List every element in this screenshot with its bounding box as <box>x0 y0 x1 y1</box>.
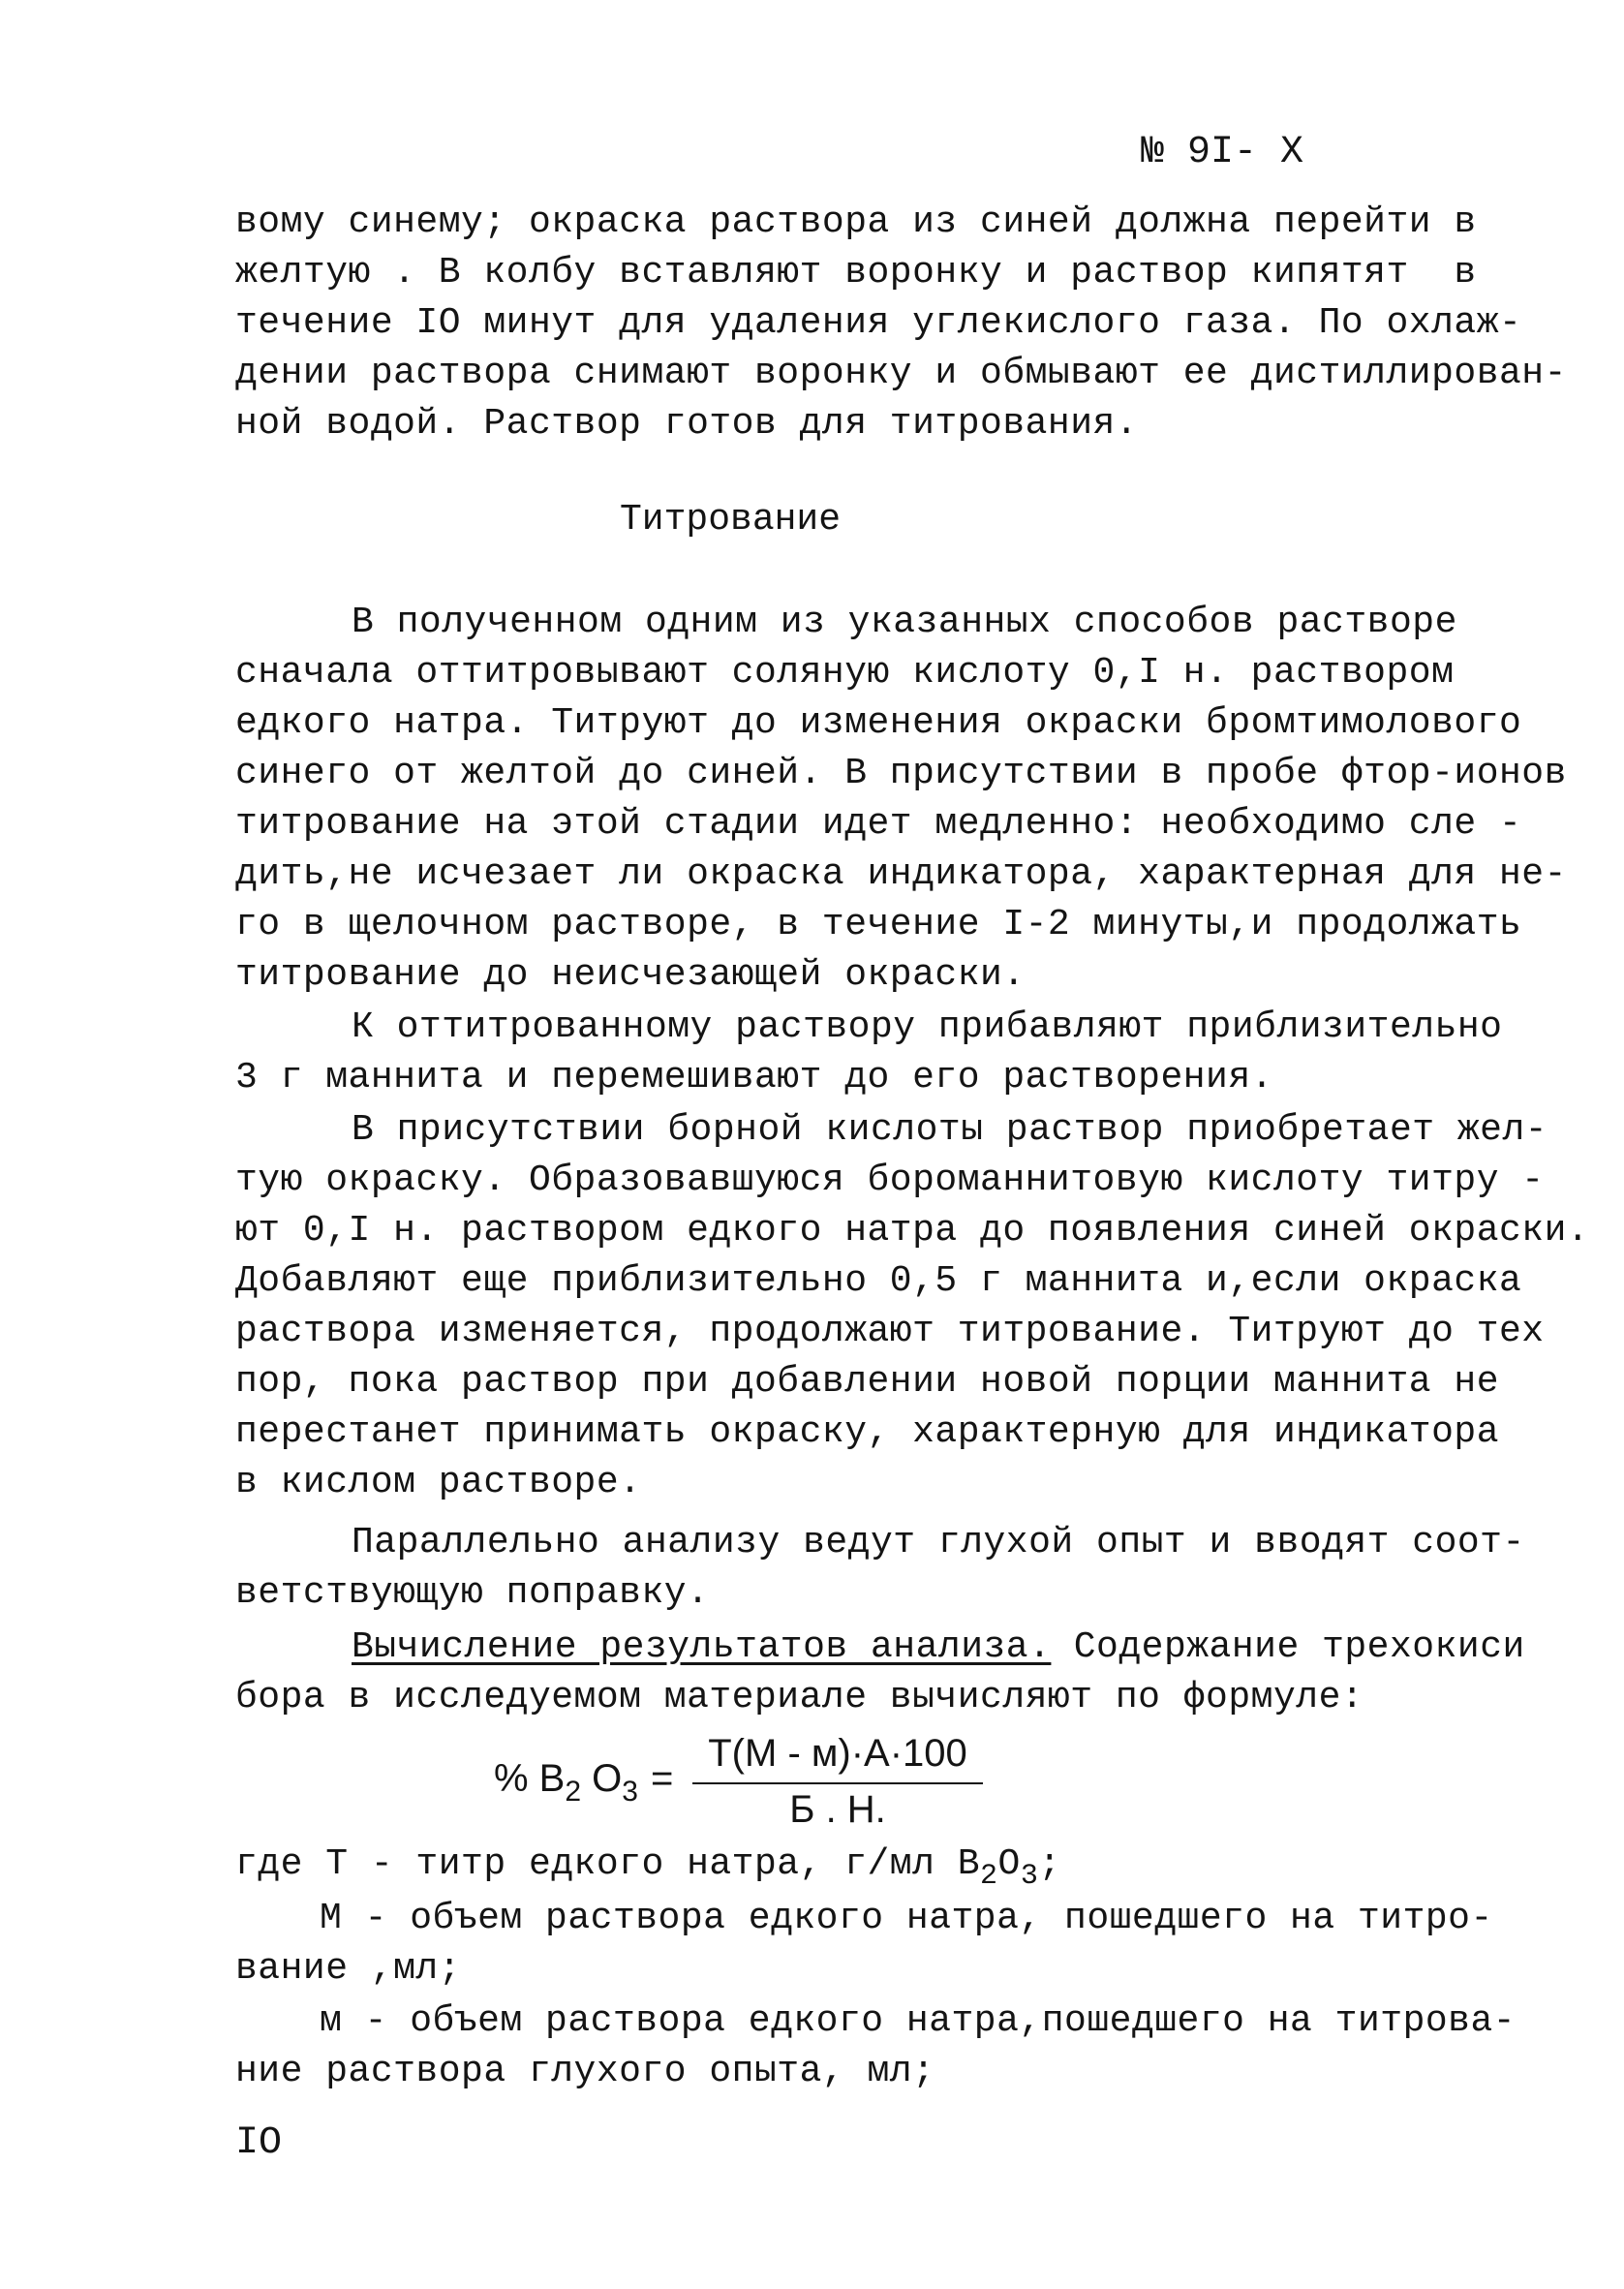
definition-t-mid: O <box>997 1843 1021 1885</box>
text-line: титрование на этой стадии идет медленно: необходимо сле - <box>235 803 1522 845</box>
definition-m-big: М - объем раствора едкого натра, пошедшего на титро- <box>320 1898 1493 1939</box>
formula-lhs-prefix: % B <box>494 1757 566 1800</box>
text-line: Параллельно анализу ведут глухой опыт и вводят соот- <box>352 1522 1525 1563</box>
definition-m-big-cont: вание ,мл; <box>235 1948 462 1990</box>
text-line: вому синему; окраска раствора из синей должна перейти в <box>235 201 1477 243</box>
text-line: едкого натра. Титруют до изменения окраски бромтимолового <box>235 702 1522 744</box>
text-line: течение IO минут для удаления углекислого газа. По охлаж- <box>235 302 1522 344</box>
text-line: 3 г маннита и перемешивают до его растворения. <box>235 1057 1273 1098</box>
definition-t-sub1: 2 <box>980 1860 998 1893</box>
text-line: ной водой. Раствор готов для титрования. <box>235 403 1139 445</box>
text-line: пор, пока раствор при добавлении новой порции маннита не <box>235 1361 1500 1403</box>
text-line: дить,не исчезает ли окраска индикатора, характерная для не- <box>235 853 1567 895</box>
definition-m-small: м - объем раствора едкого натра,пошедшего на титрова- <box>320 2000 1517 2042</box>
text-line: раствора изменяется, продолжают титрование. Титруют до тех <box>235 1311 1545 1352</box>
definition-t <box>235 1840 1061 1901</box>
definition-t-end: ; <box>1038 1843 1061 1885</box>
text-line: титрование до неисчезающей окраски. <box>235 954 1026 996</box>
text-line: синего от желтой до синей. В присутствии в пробе фтор-ионов <box>235 753 1567 794</box>
text-line: в кислом растворе. <box>235 1462 642 1503</box>
text-line: го в щелочном растворе, в течение I-2 минуты,и продолжать <box>235 904 1522 945</box>
formula-lhs-mid: O <box>581 1757 623 1800</box>
calc-line <box>352 1624 1525 1672</box>
text-line: ветствующую поправку. <box>235 1572 710 1614</box>
text-line: В присутствии борной кислоты раствор приобретает жел- <box>352 1109 1548 1151</box>
calc-line-rest: Содержание трехокиси <box>1051 1626 1525 1668</box>
formula-lhs <box>494 1757 638 1809</box>
definition-m-small-cont: ние раствора глухого опыта, мл; <box>235 2051 935 2092</box>
text-line: сначала оттитровывают соляную кислоту 0,I н. раствором <box>235 652 1455 694</box>
page-number: IO <box>235 2121 283 2165</box>
text-line: Добавляют еще приблизительно 0,5 г маннита и,если окраска <box>235 1260 1522 1302</box>
section-heading: Титрование <box>620 499 842 541</box>
formula-lhs-sub2: 3 <box>622 1776 638 1808</box>
text-line: желтую . В колбу вставляют воронку и раствор кипятят в <box>235 252 1477 294</box>
calc-heading: Вычисление результатов анализа. <box>352 1626 1052 1668</box>
text-line: бора в исследуемом материале вычисляют по формуле: <box>235 1677 1364 1718</box>
definition-t-sub2: 3 <box>1020 1860 1039 1893</box>
document-number: № 9I- X <box>1141 131 1304 174</box>
formula <box>494 1732 997 1848</box>
text-line: дении раствора снимают воронку и обмывают ее дистиллирован- <box>235 353 1567 394</box>
definition-t-text: где Т - титр едкого натра, г/мл B <box>235 1843 981 1885</box>
text-line: перестанет принимать окраску, характерную для индикатора <box>235 1411 1500 1453</box>
text-line: К оттитрованному раствору прибавляют приблизительно <box>352 1006 1503 1048</box>
formula-denominator: Б . Н. <box>789 1788 886 1831</box>
text-line: В полученном одним из указанных способов растворе <box>352 602 1457 643</box>
formula-equals: = <box>651 1757 674 1800</box>
text-line: ют 0,I н. раствором едкого натра до появления синей окраски. <box>235 1210 1590 1252</box>
formula-lhs-sub1: 2 <box>565 1776 582 1808</box>
text-line: тую окраску. Образовавшуюся бороманнитовую кислоту титру - <box>235 1160 1545 1201</box>
formula-numerator: T(M - м)·A·100 <box>708 1732 967 1775</box>
fraction-bar <box>692 1782 983 1784</box>
